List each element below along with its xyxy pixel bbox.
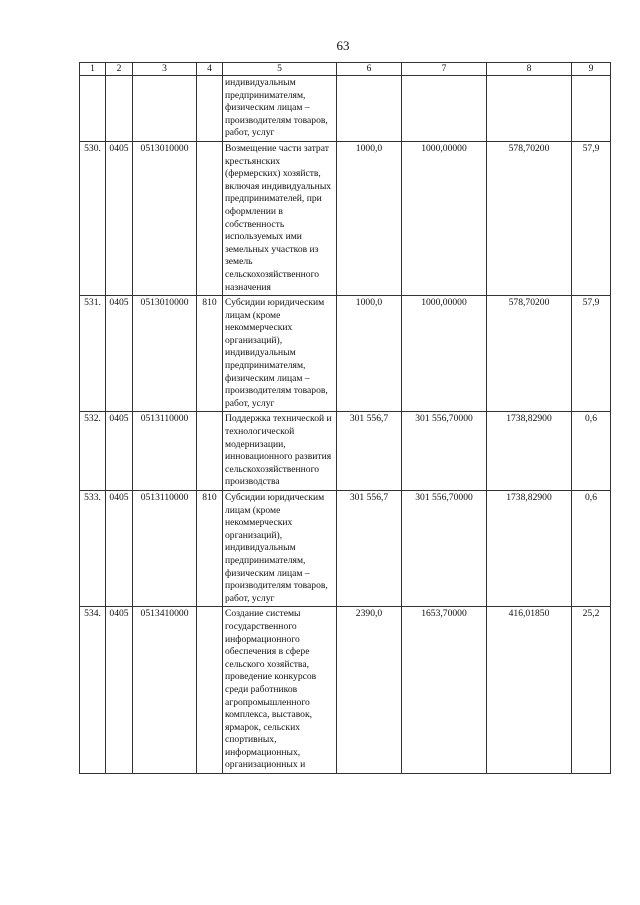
- header-row: [80, 63, 611, 76]
- value-col9: [572, 76, 611, 142]
- target-code: 0513010000: [133, 296, 197, 412]
- expense-type: [197, 607, 223, 774]
- row-number: [80, 76, 106, 142]
- target-code: 0513410000: [133, 607, 197, 774]
- section-code: 0405: [106, 141, 133, 295]
- budget-table: [79, 62, 611, 774]
- item-name: Субсидии юридическим лицам (кроме некоммерческих организаций), индивидуальным предпринимателям, физическим лицам – производителям товаров, работ, услуг: [223, 491, 337, 607]
- row-number: 532.: [80, 412, 106, 491]
- value-col6: 301 556,7: [337, 491, 402, 607]
- value-col7: 1653,70000: [402, 607, 487, 774]
- table-row: [80, 296, 611, 412]
- value-col7: [402, 76, 487, 142]
- section-code: 0405: [106, 296, 133, 412]
- header-cell: 8: [487, 63, 572, 76]
- value-col9: 0,6: [572, 491, 611, 607]
- expense-type: [197, 412, 223, 491]
- header-cell: 7: [402, 63, 487, 76]
- header-cell: 5: [223, 63, 337, 76]
- value-col7: 301 556,70000: [402, 491, 487, 607]
- section-code: 0405: [106, 607, 133, 774]
- value-col7: 1000,00000: [402, 141, 487, 295]
- value-col9: 57,9: [572, 141, 611, 295]
- expense-type: 810: [197, 491, 223, 607]
- target-code: 0513110000: [133, 491, 197, 607]
- value-col8: 1738,82900: [487, 491, 572, 607]
- item-name: Возмещение части затрат крестьянских (фермерских) хозяйств, включая индивидуальных предпринимателей, при оформлении в собственность используемых ими земельных участков из земель сельскохозяйственного назначения: [223, 141, 337, 295]
- target-code: 0513010000: [133, 141, 197, 295]
- value-col7: 301 556,70000: [402, 412, 487, 491]
- table-row: [80, 141, 611, 295]
- value-col6: 301 556,7: [337, 412, 402, 491]
- header-cell: 6: [337, 63, 402, 76]
- value-col8: 578,70200: [487, 296, 572, 412]
- value-col8: 1738,82900: [487, 412, 572, 491]
- row-number: 533.: [80, 491, 106, 607]
- table-row: [80, 491, 611, 607]
- item-name: Субсидии юридическим лицам (кроме некоммерческих организаций), индивидуальным предпринимателям, физическим лицам – производителям товаров, работ, услуг: [223, 296, 337, 412]
- header-cell: 9: [572, 63, 611, 76]
- target-code: [133, 76, 197, 142]
- item-name: Создание системы государственного информационного обеспечения в сфере сельского хозяйства, проведение конкурсов среди работников агропромышленного комплекса, выставок, ярмарок, сельских спортивных, информационных, организационных и: [223, 607, 337, 774]
- table-row: [80, 607, 611, 774]
- expense-type: [197, 141, 223, 295]
- value-col6: 1000,0: [337, 296, 402, 412]
- value-col9: 0,6: [572, 412, 611, 491]
- value-col6: 1000,0: [337, 141, 402, 295]
- expense-type: 810: [197, 296, 223, 412]
- table-row: [80, 412, 611, 491]
- row-number: 534.: [80, 607, 106, 774]
- header-cell: 2: [106, 63, 133, 76]
- value-col7: 1000,00000: [402, 296, 487, 412]
- header-cell: 4: [197, 63, 223, 76]
- value-col8: 416,01850: [487, 607, 572, 774]
- value-col9: 57,9: [572, 296, 611, 412]
- value-col8: [487, 76, 572, 142]
- row-number: 531.: [80, 296, 106, 412]
- item-name: индивидуальным предпринимателям, физическим лицам – производителям товаров, работ, услуг: [223, 76, 337, 142]
- value-col8: 578,70200: [487, 141, 572, 295]
- section-code: 0405: [106, 491, 133, 607]
- value-col9: 25,2: [572, 607, 611, 774]
- section-code: 0405: [106, 412, 133, 491]
- row-number: 530.: [80, 141, 106, 295]
- header-cell: 3: [133, 63, 197, 76]
- target-code: 0513110000: [133, 412, 197, 491]
- section-code: [106, 76, 133, 142]
- value-col6: 2390,0: [337, 607, 402, 774]
- value-col6: [337, 76, 402, 142]
- page-number: 63: [336, 38, 350, 53]
- item-name: Поддержка технической и технологической модернизации, инновационного развития сельскохозяйственного производства: [223, 412, 337, 491]
- header-cell: 1: [80, 63, 106, 76]
- expense-type: [197, 76, 223, 142]
- table-row: [80, 76, 611, 142]
